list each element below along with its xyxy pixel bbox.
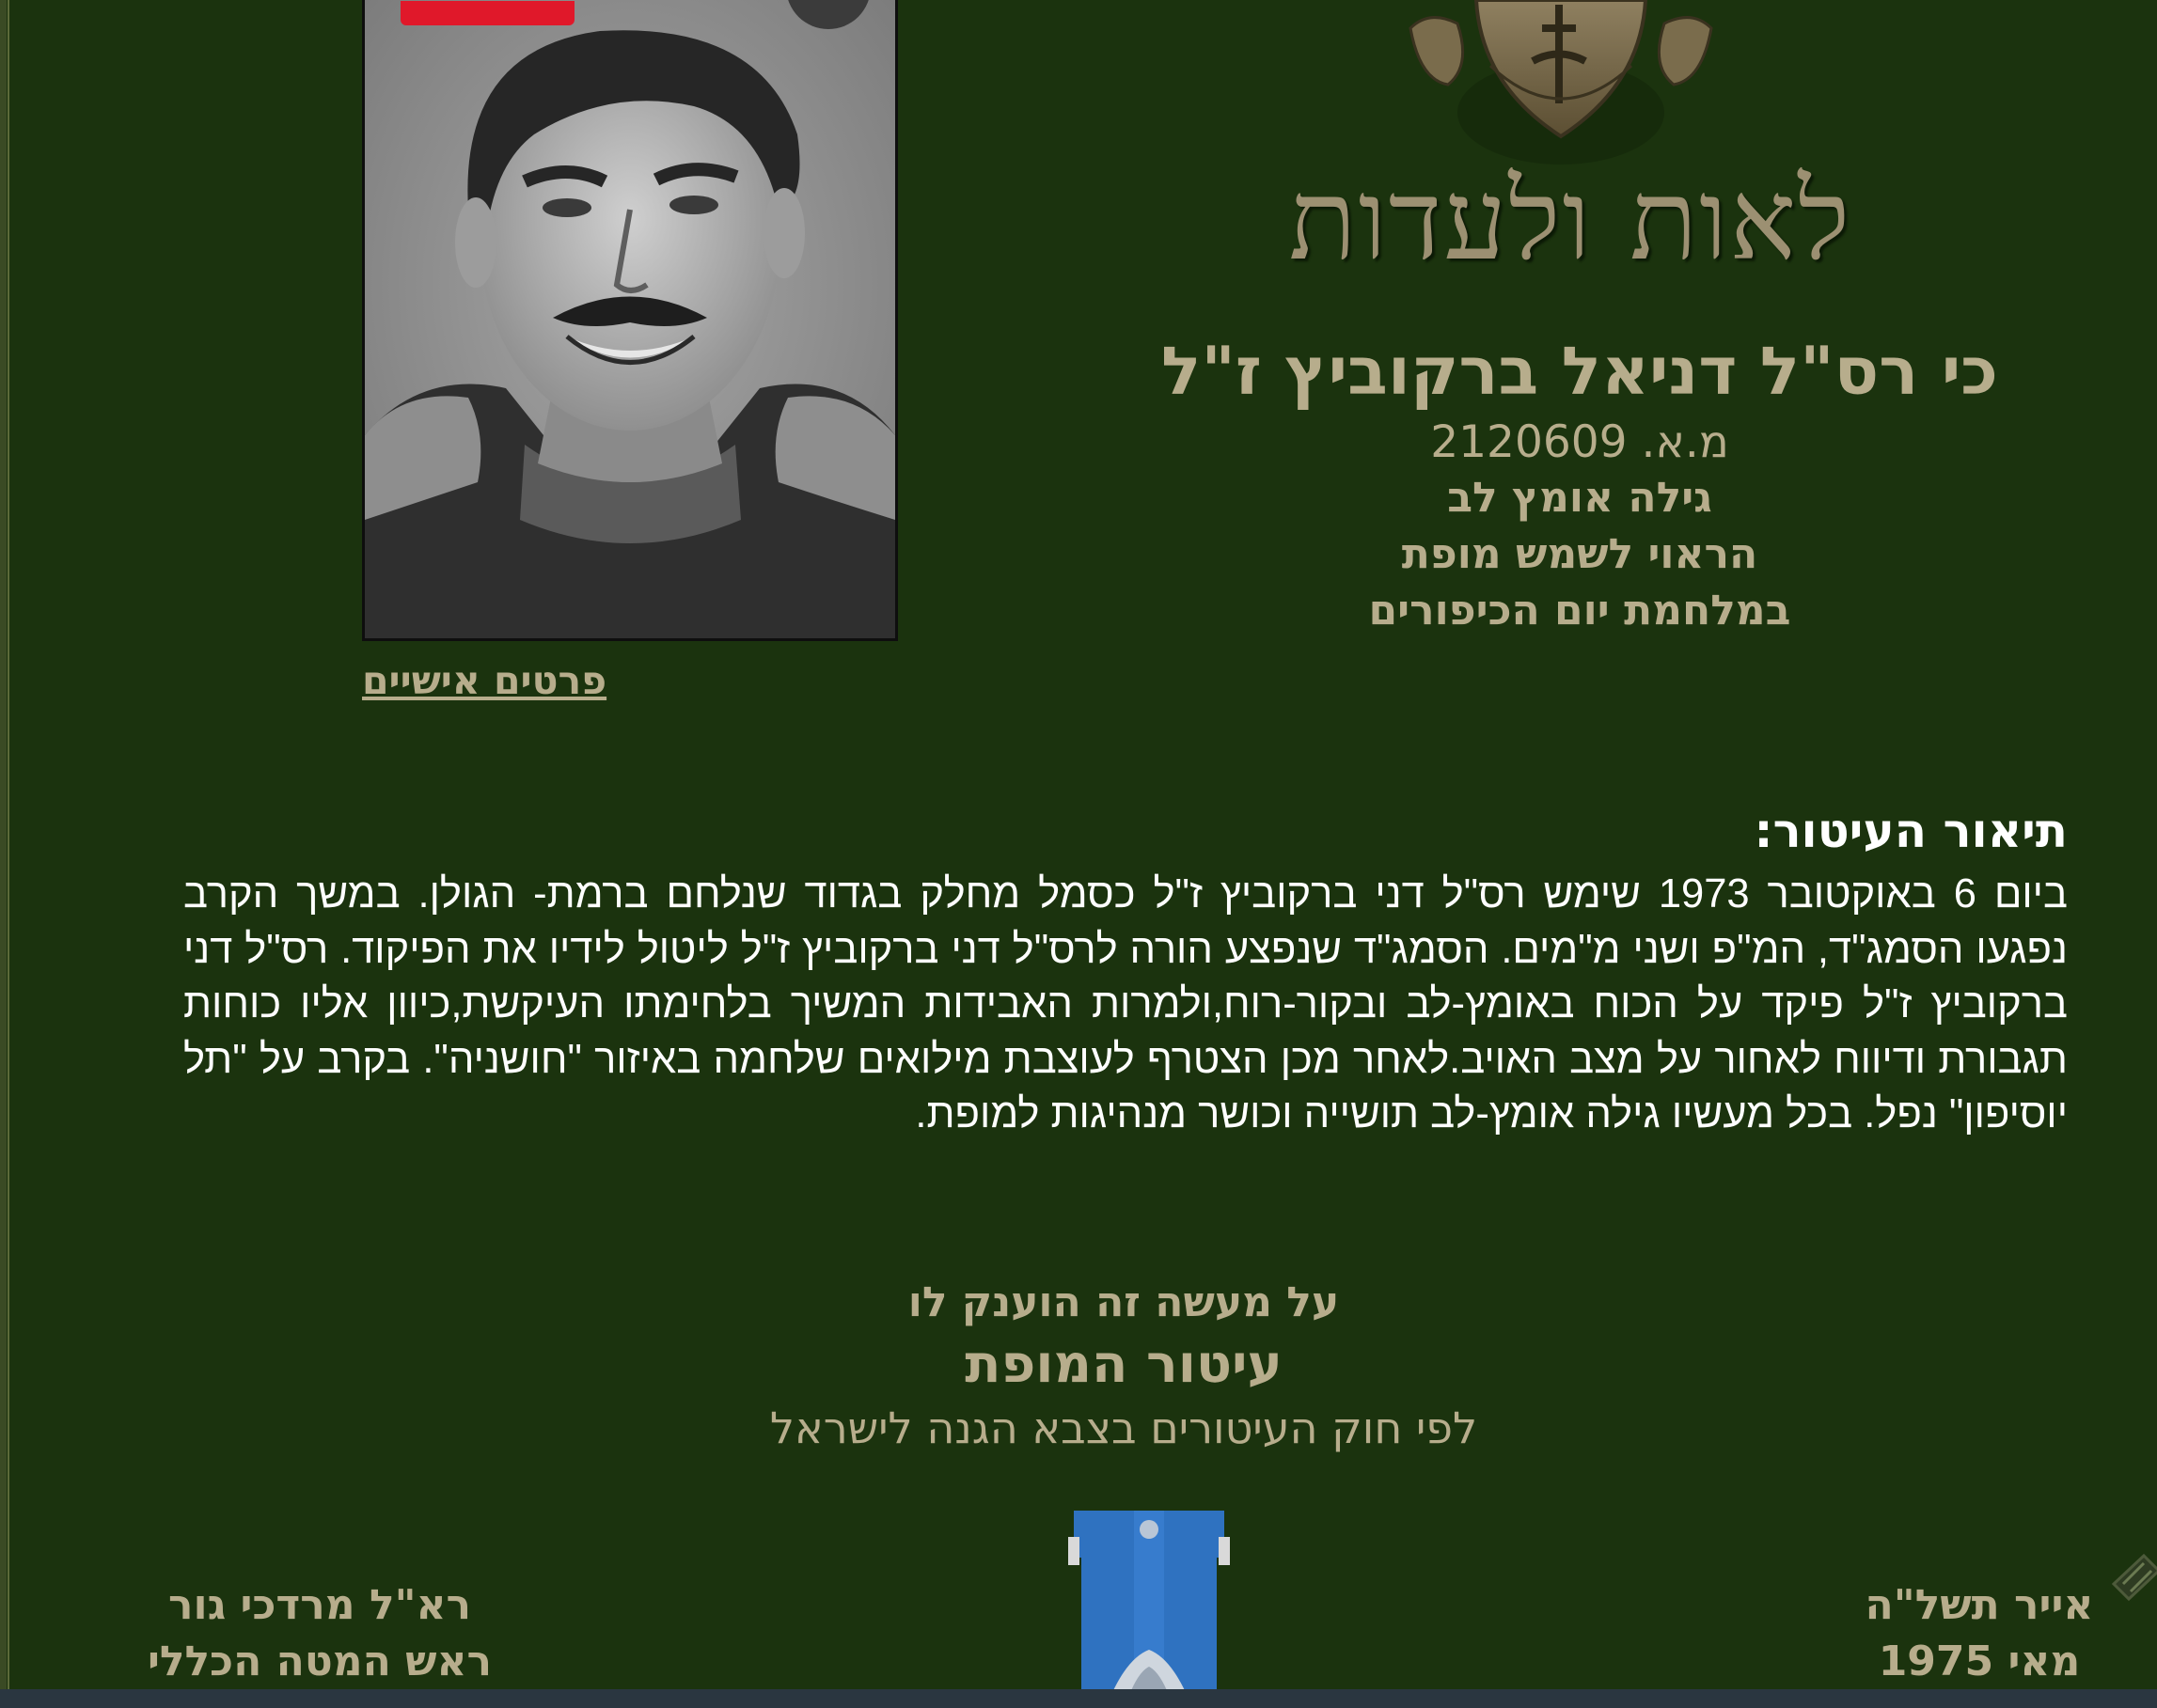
award-date <box>1824 1577 2134 1690</box>
gregorian-date: מאי 1975 <box>1878 1637 2081 1685</box>
award-block <box>658 1274 1589 1458</box>
logo-text: לאות ולעדות <box>1288 155 1852 285</box>
soldier-photo <box>362 0 898 641</box>
award-intro: על מעשה זה הוענק לו <box>907 1278 1340 1326</box>
citation-line-1: גילה אומץ לב <box>1447 474 1712 522</box>
idf-emblem-icon <box>1392 0 1730 165</box>
left-border <box>0 0 7 1708</box>
medal-of-courage-icon <box>1068 1509 1230 1708</box>
award-name: עיטור המופת <box>965 1334 1283 1395</box>
award-law: לפי חוק העיטורים בצבא הגנה לישראל <box>769 1402 1478 1453</box>
media-badge[interactable] <box>401 1 575 25</box>
signature-name: רא"ל מרדכי גור <box>167 1581 472 1629</box>
soldier-name: כי רס"ל דניאל ברקוביץ ז"ל <box>1161 333 1998 410</box>
personal-details-link[interactable]: פרטים אישיים <box>362 658 607 703</box>
resize-handle-icon[interactable] <box>2106 1546 2157 1612</box>
hebrew-date: אייר תשל"ה <box>1865 1581 2094 1629</box>
portrait-image <box>365 0 895 638</box>
signature-chief-of-staff <box>113 1577 527 1690</box>
signature-title: ראש המטה הכללי <box>147 1637 493 1685</box>
soldier-header <box>1157 327 2003 639</box>
citation-line-2: הראוי לשמש מופת <box>1401 530 1758 578</box>
citation-line-3: במלחמת יום הכיפורים <box>1368 587 1791 635</box>
soldier-id: מ.א. 2120609 <box>1430 416 1729 468</box>
description-title: תיאור העיטור: <box>1754 804 2068 858</box>
bottom-bar <box>0 1689 2157 1708</box>
description-text: ביום 6 באוקטובר 1973 שימש רס"ל דני ברקוביץ ז"ל כסמל מחלק בגדוד שנלחם ברמת- הגולן. במשך הקרב נפגעו הסמג"ד, המ"פ ושני מ"מים. הסמג"ד שנפצע הורה לרס"ל דני ברקוביץ ז"ל ליטול לידיו את הפיקוד. רס"ל דני ברקוביץ ז"ל פיקד על הכוח באומץ-לב ובקור-רוח,ולמרות האבידות המשיך בלחימתו העיקשת,כיוון אליו כוחות תגבורת ודיווח לאחור על מצב האויב.לאחר מכן הצטרף לעוצבת מילואים שלחמה באיזור "חושניה". בקרב על "תל יוסיפון" נפל. בכל מעשיו גילה אומץ-לב תושייה וכושר מנהיגות למופת. <box>183 871 2068 1136</box>
